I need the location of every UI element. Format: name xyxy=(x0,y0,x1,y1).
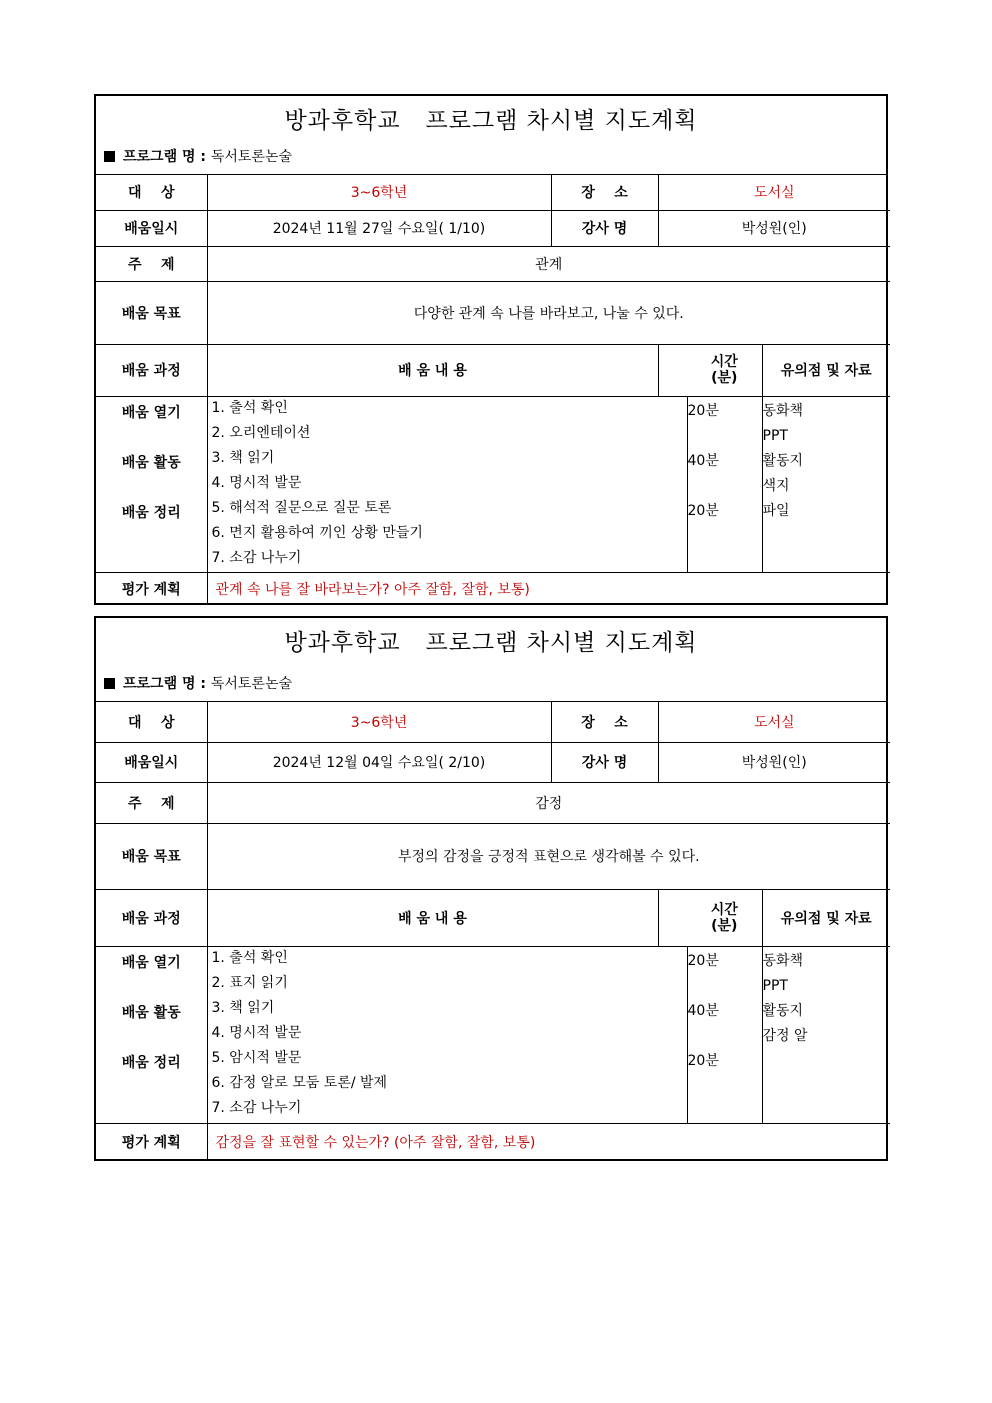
time-item: 40분 xyxy=(687,1002,719,1019)
step-item: 2. 오리엔테이션 xyxy=(211,424,311,441)
material-item: 감정 알 xyxy=(762,1027,808,1044)
times-cell xyxy=(687,946,762,1123)
date-label: 배움일시 xyxy=(96,210,207,246)
topic-value: 감정 xyxy=(207,782,890,823)
topic-row xyxy=(96,782,890,823)
stage-activity: 배움 활동 xyxy=(121,454,181,471)
eval-label: 평가 계획 xyxy=(96,572,207,605)
stage-close: 배움 정리 xyxy=(121,1054,181,1071)
goal-label: 배움 목표 xyxy=(96,281,207,344)
place-label: 장 소 xyxy=(551,175,658,210)
process-header-row xyxy=(96,344,890,396)
evaluation-row xyxy=(96,572,890,605)
eval-value: 감정을 잘 표현할 수 있는가? (아주 잘함, 잘함, 보통) xyxy=(207,1123,890,1161)
content-label: 배 움 내 용 xyxy=(207,344,658,396)
stage-open: 배움 열기 xyxy=(121,404,181,421)
material-item: 동화책 xyxy=(762,402,804,419)
eval-label: 평가 계획 xyxy=(96,1123,207,1161)
process-body-row xyxy=(96,396,890,572)
step-item: 6. 감정 알로 모둠 토론/ 발제 xyxy=(211,1074,388,1091)
teacher-label: 강사 명 xyxy=(551,210,658,246)
header-spacer xyxy=(658,889,687,946)
time-label-2: (분) xyxy=(711,917,738,934)
target-value: 3~6학년 xyxy=(207,702,551,742)
date-value: 2024년 12월 04일 수요일( 2/10) xyxy=(207,742,551,782)
topic-label: 주 제 xyxy=(96,782,207,823)
step-item: 3. 책 읽기 xyxy=(211,999,275,1016)
target-label: 대 상 xyxy=(96,175,207,210)
teacher-value: 박성원(인) xyxy=(658,210,890,246)
stage-open: 배움 열기 xyxy=(121,954,181,971)
goal-row xyxy=(96,823,890,889)
step-item: 6. 면지 활용하여 끼인 상황 만들기 xyxy=(211,524,423,541)
materials-label: 유의점 및 자료 xyxy=(762,889,890,946)
target-row xyxy=(96,175,890,210)
goal-value: 부정의 감정을 긍정적 표현으로 생각해볼 수 있다. xyxy=(207,823,890,889)
step-item: 1. 출석 확인 xyxy=(211,399,288,416)
teacher-value: 박성원(인) xyxy=(658,742,890,782)
process-label: 배움 과정 xyxy=(96,344,207,396)
program-line xyxy=(104,146,292,166)
stages-cell xyxy=(96,946,207,1123)
topic-label: 주 제 xyxy=(96,246,207,281)
target-label: 대 상 xyxy=(96,702,207,742)
process-body-row xyxy=(96,946,890,1123)
plan-title: 방과후학교 프로그램 차시별 지도계획 xyxy=(284,630,698,656)
step-item: 3. 책 읽기 xyxy=(211,449,275,466)
evaluation-row xyxy=(96,1123,890,1161)
time-item: 20분 xyxy=(687,1052,719,1069)
program-label: 프로그램 명 : xyxy=(123,676,206,692)
materials-cell xyxy=(762,396,890,572)
materials-label: 유의점 및 자료 xyxy=(762,344,890,396)
date-row xyxy=(96,210,890,246)
target-row xyxy=(96,702,890,742)
step-item: 4. 명시적 발문 xyxy=(211,474,302,491)
material-item: 활동지 xyxy=(762,452,804,469)
time-item: 20분 xyxy=(687,952,719,969)
time-item xyxy=(688,424,762,449)
plan-table xyxy=(96,175,890,605)
program-name: 독서토론논술 xyxy=(210,676,292,692)
time-item xyxy=(688,1024,762,1049)
process-label: 배움 과정 xyxy=(96,889,207,946)
date-row xyxy=(96,742,890,782)
program-line xyxy=(104,673,292,693)
teacher-label: 강사 명 xyxy=(551,742,658,782)
eval-value: 관계 속 나를 잘 바라보는가? 아주 잘함, 잘함, 보통) xyxy=(207,572,890,605)
plan-title: 방과후학교 프로그램 차시별 지도계획 xyxy=(284,108,698,134)
stage-activity: 배움 활동 xyxy=(121,1004,181,1021)
date-value: 2024년 11월 27일 수요일( 1/10) xyxy=(207,210,551,246)
material-item: 활동지 xyxy=(762,1002,804,1019)
time-item: 20분 xyxy=(687,502,719,519)
program-name: 독서토론논술 xyxy=(210,149,292,165)
plan-header xyxy=(96,618,886,702)
time-header xyxy=(687,344,762,396)
square-bullet-icon xyxy=(104,678,115,689)
goal-value: 다양한 관계 속 나를 바라보고, 나눌 수 있다. xyxy=(207,281,890,344)
materials-cell xyxy=(762,946,890,1123)
time-header xyxy=(687,889,762,946)
time-item: 40분 xyxy=(687,452,719,469)
time-item: 20분 xyxy=(687,402,719,419)
material-item: 파일 xyxy=(762,502,790,519)
time-label-2: (분) xyxy=(711,370,738,386)
lesson-plan-1 xyxy=(94,94,888,605)
step-item: 7. 소감 나누기 xyxy=(211,1099,302,1116)
step-item: 5. 암시적 발문 xyxy=(211,1049,302,1066)
time-item xyxy=(688,974,762,999)
stages-cell xyxy=(96,396,207,572)
steps-cell xyxy=(207,946,687,1123)
program-label: 프로그램 명 : xyxy=(123,149,206,165)
material-item: 색지 xyxy=(762,477,790,494)
process-header-row xyxy=(96,889,890,946)
step-item: 1. 출석 확인 xyxy=(211,949,288,966)
square-bullet-icon xyxy=(104,151,115,162)
date-label: 배움일시 xyxy=(96,742,207,782)
goal-row xyxy=(96,281,890,344)
lesson-plan-2 xyxy=(94,616,888,1161)
step-item: 4. 명시적 발문 xyxy=(211,1024,302,1041)
stage-close: 배움 정리 xyxy=(121,504,181,521)
content-label: 배 움 내 용 xyxy=(207,889,658,946)
material-item: PPT xyxy=(762,427,788,444)
plan-header xyxy=(96,96,886,175)
goal-label: 배움 목표 xyxy=(96,823,207,889)
time-label-1: 시간 xyxy=(710,354,738,370)
topic-value: 관계 xyxy=(207,246,890,281)
steps-cell xyxy=(207,396,687,572)
place-value: 도서실 xyxy=(658,175,890,210)
step-item: 5. 해석적 질문으로 질문 토론 xyxy=(211,499,392,516)
material-item: 동화책 xyxy=(762,952,804,969)
time-item xyxy=(688,474,762,499)
step-item: 7. 소감 나누기 xyxy=(211,549,302,566)
topic-row xyxy=(96,246,890,281)
step-item: 2. 표지 읽기 xyxy=(211,974,288,991)
plan-table xyxy=(96,702,890,1161)
material-item: PPT xyxy=(762,977,788,994)
place-value: 도서실 xyxy=(658,702,890,742)
place-label: 장 소 xyxy=(551,702,658,742)
target-value: 3~6학년 xyxy=(207,175,551,210)
time-label-1: 시간 xyxy=(710,901,738,918)
header-spacer xyxy=(658,344,687,396)
times-cell xyxy=(687,396,762,572)
